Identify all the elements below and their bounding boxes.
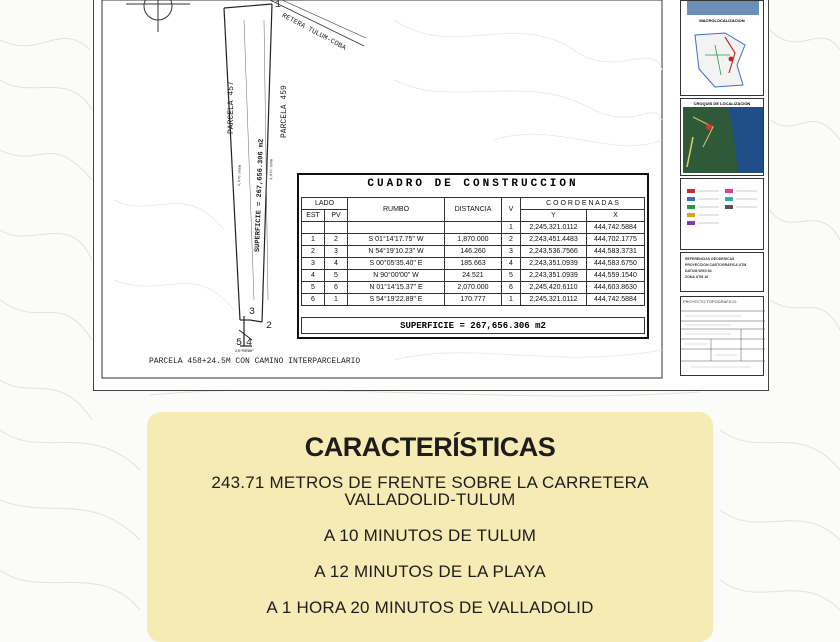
cell-pv: 2 — [325, 234, 348, 246]
header-y: Y — [521, 210, 587, 222]
cell-x: 444,702.1775 — [586, 234, 644, 246]
cell-y: 2,245,321.0112 — [521, 222, 587, 234]
cell-rumbo: S 54°19'22.89" E — [348, 294, 445, 306]
header-coordenadas: C O O R D E N A D A S — [521, 198, 645, 210]
project-panel — [680, 296, 764, 376]
parcela-457-label: PARCELA 457 — [227, 81, 236, 134]
cell-x: 444,742.5884 — [586, 294, 644, 306]
cell-v: 4 — [502, 258, 521, 270]
feature-frontage-line-1: 243.71 METROS DE FRENTE SOBRE LA CARRETERA — [211, 473, 649, 492]
road-label: RETERA TULUM-COBA — [280, 12, 348, 53]
project-label: PROYECTO TOPOGRAFICO: — [683, 299, 738, 304]
cell-v: 6 — [502, 282, 521, 294]
cell-est: 3 — [302, 258, 325, 270]
characteristics-title: CARACTERÍSTICAS — [304, 432, 556, 462]
cell-x: 444,583.6750 — [586, 258, 644, 270]
cell-x: 444,742.5884 — [586, 222, 644, 234]
table-row — [302, 222, 645, 234]
cell-y: 2,243,351.0939 — [521, 270, 587, 282]
cell-rumbo: N 54°19'10.23" W — [348, 246, 445, 258]
cell-est: 2 — [302, 246, 325, 258]
satellite-map — [683, 107, 763, 173]
table-row — [302, 234, 645, 246]
construction-table-grid — [301, 197, 645, 306]
cell-est: 5 — [302, 282, 325, 294]
table-superficie: SUPERFICIE = 267,656.306 m2 — [301, 317, 645, 334]
vertex-2-label: 2 — [266, 321, 273, 332]
cell-distancia: 146.260 — [445, 246, 502, 258]
macro-title: MACROLOCALIZACION — [699, 18, 745, 23]
dimension-right-label: 1,870.000m — [270, 158, 275, 181]
characteristics-card — [147, 412, 713, 642]
cell-v: 3 — [502, 246, 521, 258]
cell-pv: 3 — [325, 246, 348, 258]
cell-v: 1 — [502, 294, 521, 306]
feature-tulum: A 10 MINUTOS DE TULUM — [323, 526, 537, 545]
survey-plan — [93, 0, 769, 391]
cell-y: 2,245,420.6110 — [521, 282, 587, 294]
references-panel — [680, 252, 764, 292]
cell-x: 444,583.3731 — [586, 246, 644, 258]
cell-est: 1 — [302, 234, 325, 246]
cell-pv: 6 — [325, 282, 348, 294]
ref-line-3: DATUM WGS 84 — [685, 269, 712, 273]
vertex-5-label: 5 — [236, 338, 243, 349]
header-est: EST — [302, 210, 325, 222]
cell-y: 2,243,536.7566 — [521, 246, 587, 258]
feature-beach: A 12 MINUTOS DE LA PLAYA — [314, 562, 546, 581]
cell-distancia: 185.663 — [445, 258, 502, 270]
macro-map — [685, 25, 761, 93]
table-row — [302, 258, 645, 270]
cell-est: 4 — [302, 270, 325, 282]
table-row — [302, 270, 645, 282]
bottom-parcela-label: PARCELA 458+24.5M CON CAMINO INTERPARCELARIO — [149, 357, 361, 366]
cell-rumbo: S 01°14'17.75" W — [348, 234, 445, 246]
cell-distancia: 2,070.000 — [445, 282, 502, 294]
ref-line-1: REFERENCIAS GEODESICAS — [685, 257, 735, 261]
croquis-title: CROQUIS DE LOCALIZACION — [693, 101, 751, 106]
header-v: V — [502, 198, 521, 222]
cell-pv: 4 — [325, 258, 348, 270]
cell-v: 1 — [502, 222, 521, 234]
construction-table-title: CUADRO DE CONSTRUCCION — [367, 178, 579, 190]
ref-line-2: PROYECCION CARTOGRAFICA UTM — [685, 263, 747, 267]
header-x: X — [586, 210, 644, 222]
superficie-vertical-label: SUPERFICIE = 267,656.306 m2 — [254, 138, 266, 253]
legend-symbols — [685, 185, 761, 247]
cell-x: 444,559.1540 — [586, 270, 644, 282]
cell-distancia: 1,870.000 — [445, 234, 502, 246]
vertex-3-label: 3 — [249, 307, 256, 318]
cell-y: 2,245,321.0112 — [521, 294, 587, 306]
legend-panel — [680, 178, 764, 250]
cell-distancia: 170.777 — [445, 294, 502, 306]
vertex-1-label: 1 — [275, 0, 282, 11]
table-row — [302, 294, 645, 306]
cell-x: 444,603.8630 — [586, 282, 644, 294]
macrolocalization-panel — [680, 0, 764, 96]
construction-table — [297, 173, 649, 339]
feature-frontage-line-2: VALLADOLID-TULUM — [344, 490, 516, 509]
parcela-459-label: PARCELA 459 — [280, 85, 289, 138]
header-distancia: DISTANCIA — [445, 198, 502, 222]
dimension-bottom-label: 24.521m — [235, 350, 252, 354]
cell-y: 2,243,351.0939 — [521, 258, 587, 270]
header-pv: PV — [325, 210, 348, 222]
header-rumbo: RUMBO — [348, 198, 445, 222]
cell-pv: 5 — [325, 270, 348, 282]
cell-distancia: 24.521 — [445, 270, 502, 282]
title-block — [678, 0, 766, 380]
cell-v: 5 — [502, 270, 521, 282]
cell-est: 6 — [302, 294, 325, 306]
ref-line-4: ZONA UTM 16 — [685, 275, 709, 279]
table-row — [302, 282, 645, 294]
header-lado: LADO — [302, 198, 348, 210]
cell-v: 2 — [502, 234, 521, 246]
cell-rumbo: N 01°14'15.37" E — [348, 282, 445, 294]
dimension-left-label: 2,070.000m — [238, 164, 243, 187]
project-grid — [681, 307, 765, 375]
cell-y: 2,243,451.4483 — [521, 234, 587, 246]
feature-valladolid: A 1 HORA 20 MINUTOS DE VALLADOLID — [266, 598, 594, 617]
croquis-panel — [680, 98, 764, 176]
cell-rumbo: N 90°00'00" W — [348, 270, 445, 282]
cell-pv: 1 — [325, 294, 348, 306]
table-row — [302, 246, 645, 258]
vertex-4-label: 4 — [246, 338, 253, 349]
cell-rumbo: S 00°05'35.40" E — [348, 258, 445, 270]
